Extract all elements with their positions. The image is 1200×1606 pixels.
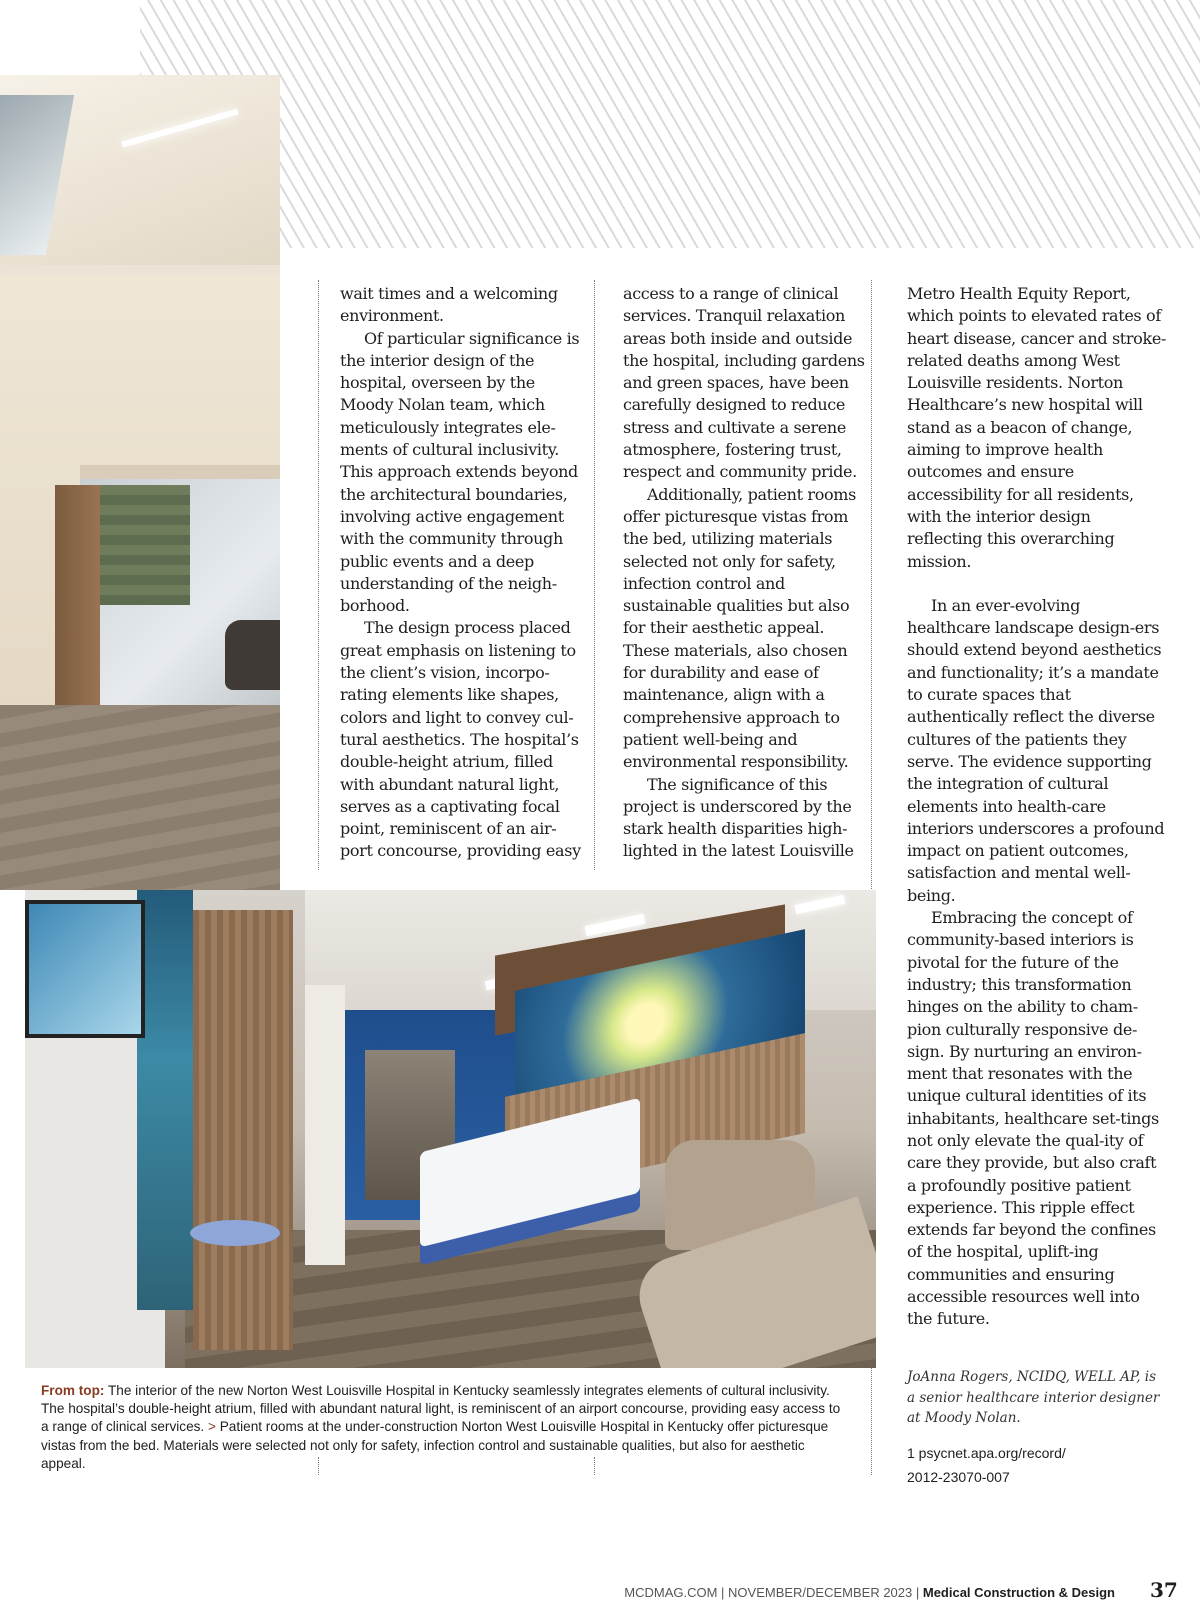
column-divider	[318, 280, 319, 870]
footer-magazine: Medical Construction & Design	[922, 1585, 1115, 1600]
column-divider	[594, 280, 595, 870]
author-bio: JoAnna Rogers, NCIDQ, WELL AP, is a senior healthcare interior designer at Moody Nolan.	[907, 1369, 1160, 1426]
footnote	[907, 1441, 1167, 1489]
page-number: 37	[1150, 1578, 1178, 1602]
footnote-line: 2012-23070-007	[907, 1469, 1010, 1485]
paragraph: wait times and a welcoming environment.	[340, 284, 558, 326]
caption-arrow: >	[207, 1419, 216, 1435]
paragraph: Additionally, patient rooms offer picturesque vistas from the bed, utilizing materials selected not only for safety, infection control and sustainable qualities but also for their aesthetic appeal. These materials, also chosen for durability and ease of maintenance, align with a comprehensive approach to patient well-being and environmental responsibility.	[623, 484, 856, 772]
paragraph: Embracing the concept of community-based interiors is pivotal for the future of the industry; this transformation hinges on the ability to cham-pion culturally responsive de-sign. By nurturing an environ-ment that resonates with the unique cultural identities of its inhabitants, healthcare set-tings not only elevate the qual-ity of care they provide, but also craft a profoundly positive patient experience. This ripple effect extends far beyond the confines of the hospital, uplift-ing communities and ensuring accessible resources well into the future.	[907, 908, 1159, 1329]
paragraph: The significance of this project is underscored by the stark health disparities high-lighted in the latest Louisville	[623, 774, 854, 861]
caption-text: The interior of the new Norton West Louisville Hospital in Kentucky seamlessly integrates elements of cultural inclusivity. The hospital’s double-height atrium, filled with abundant natural light, is reminiscent of an airport concourse, providing easy access to a range of clinical services.	[41, 1383, 841, 1435]
article-column-2	[623, 283, 873, 863]
footnote-line: 1 psycnet.apa.org/record/	[907, 1445, 1066, 1461]
page-footer	[624, 1585, 1115, 1600]
paragraph: In an ever-evolving healthcare landscape design-ers should extend beyond aesthetics and functionality; it’s a mandate to curate spaces that authentically reflect the diverse cultures of the patients they serve. The evidence supporting the integration of cultural elements into health-care interiors underscores a profound impact on patient outcomes, satisfaction and mental well-being.	[907, 595, 1165, 905]
paragraph: Of particular significance is the interior design of the hospital, overseen by the Moody Nolan team, which meticulously integrates ele-ments of cultural inclusivity. This approach extends beyond the architectural boundaries, involving active engagement with the community through public events and a deep understanding of the neigh-borhood.	[340, 328, 580, 616]
atrium-photo	[0, 75, 280, 890]
footer-site-date: MCDMAG.COM | NOVEMBER/DECEMBER 2023 |	[624, 1585, 923, 1600]
decorative-stripe-pattern	[140, 0, 1200, 248]
article-column-1	[340, 283, 588, 863]
patient-room-photo	[25, 890, 876, 1368]
photo-caption	[41, 1382, 851, 1473]
paragraph: The design process placed great emphasis on listening to the client’s vision, incorpo-rating elements like shapes, colors and light to convey cul-tural aesthetics. The hospital’s double-height atrium, filled with abundant natural light, serves as a captivating focal point, reminiscent of an air-port concourse, providing easy	[340, 618, 581, 861]
caption-text: Patient rooms at the under-construction Norton West Louisville Hospital in Kentucky offer picturesque vistas from the bed. Materials were selected not only for safety, infection control and sustainable qualities, but also for aesthetic appeal.	[41, 1419, 829, 1471]
paragraph: Metro Health Equity Report, which points to elevated rates of heart disease, cancer and stroke-related deaths among West Louisville residents. Norton Healthcare’s new hospital will stand as a beacon of change, aiming to improve health outcomes and ensure accessibility for all residents, with the interior design reflecting this overarching mission.	[907, 284, 1166, 571]
article-column-3	[907, 283, 1167, 1331]
caption-lead: From top:	[41, 1383, 105, 1398]
paragraph: access to a range of clinical services. Tranquil relaxation areas both inside and outside the hospital, including gardens and green spaces, have been carefully designed to reduce stress and cultivate a serene atmosphere, fostering trust, respect and community pride.	[623, 284, 865, 482]
